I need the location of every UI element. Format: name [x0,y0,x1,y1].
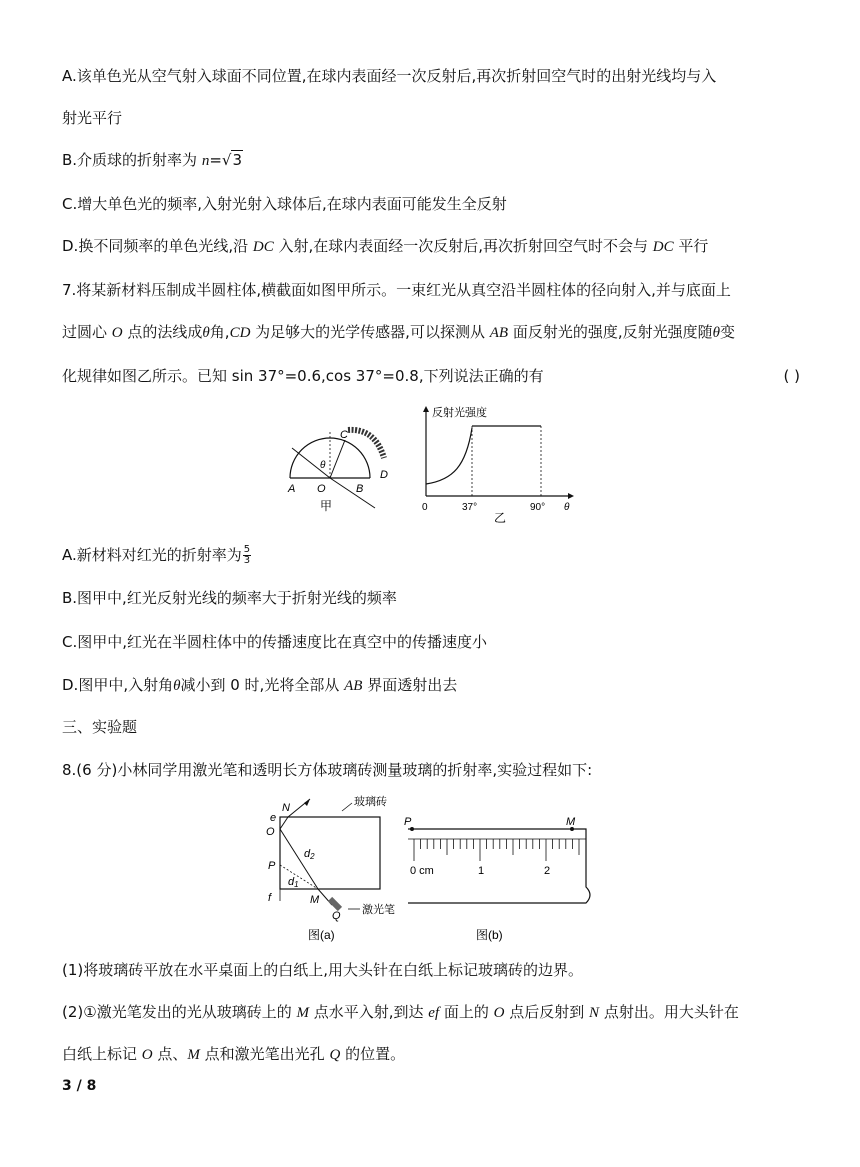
label-a: A [288,483,296,495]
label-o: O [266,826,275,838]
x-axis-var: θ [564,502,570,513]
caption-jia: 甲 [320,499,333,513]
section-heading: 三、实验题 [62,718,138,736]
label-e: e [270,812,277,824]
caption-a: 图(a) [308,928,335,942]
x-axis-arrow [568,493,574,499]
label-c: C [340,429,348,441]
q8-step1: (1)将玻璃砖平放在水平桌面上的白纸上,用大头针在白纸上标记玻璃砖的边界。 [62,961,584,979]
ray-on [280,817,288,829]
q6-option-c: C.增大单色光的频率,入射光射入球体后,在球内表面可能发生全反射 [62,195,507,213]
q6-option-a-line2: 射光平行 [62,109,123,127]
laser-pen [328,897,342,911]
label-q: Q [332,910,341,922]
caption-b: 图(b) [476,928,503,942]
label-p: P [268,860,276,872]
label-p: P [404,816,412,828]
q7-option-b: B.图甲中,红光反射光线的频率大于折射光线的频率 [62,589,397,607]
q7-stem-line2: 过圆心 O 点的法线成θ角,CD 为足够大的光学传感器,可以探测从 AB 面反射光的强度,反射光强度随θ变 [62,323,735,341]
tick-label-0: 0 cm [410,865,434,877]
glass-pointer [342,803,352,811]
x-origin-label: 0 [422,502,428,513]
q8-step2-cont: 白纸上标记 O 点、M 点和激光笔出光孔 Q 的位置。 [62,1045,406,1063]
figure-yi [418,404,578,524]
laser-label: 激光笔 [362,904,395,916]
x-tick-37: 37° [462,502,478,513]
label-m: M [310,894,320,906]
y-axis-label: 反射光强度 [432,407,487,419]
q8-stem: 8.(6 分)小林同学用激光笔和透明长方体玻璃砖测量玻璃的折射率,实验过程如下: [62,761,593,779]
tick-label-1: 1 [478,865,485,877]
figure-b [400,815,610,945]
label-d: D [380,469,388,481]
figure-jia [280,408,410,518]
label-m: M [566,816,576,828]
q7-stem-line3: 化规律如图乙所示。已知 sin 37°=0.6,cos 37°=0.8,下列说法正确的有 ( ) [62,367,800,385]
sqrt-symbol: √3 [221,151,243,169]
label-f: f [268,892,272,904]
intensity-curve [426,428,472,484]
sensor-cd [348,430,384,458]
q6-option-a-line1: A.该单色光从空气射入球面不同位置,在球内表面经一次反射后,再次折射回空气时的出射光线均与入 [62,67,717,85]
ruler-outline [408,829,590,903]
label-d2: d2 [304,848,315,861]
x-tick-90: 90° [530,502,546,513]
arrow-out [304,799,310,806]
page-number: 3 / 8 [62,1078,97,1094]
refracted-ray [330,478,375,508]
label-d1: d1 [288,876,299,889]
dash-pm [280,865,318,889]
q6-option-b: B.介质球的折射率为 n=√3 [62,151,243,169]
q6-option-d: D.换不同频率的单色光线,沿 DC 入射,在球内表面经一次反射后,再次折射回空气时不会与 DC 平行 [62,237,709,255]
q8-step2: (2)①激光笔发出的光从玻璃砖上的 M 点水平入射,到达 ef 面上的 O 点后反射到 N 点射出。用大头针在 [62,1003,739,1021]
answer-paren: ( ) [783,367,800,385]
q7-stem-line1: 7.将某新材料压制成半圆柱体,横截面如图甲所示。一束红光从真空沿半圆柱体的径向射入,并与底面上 [62,281,731,299]
y-axis-arrow [423,406,429,412]
incident-ray [330,440,345,478]
glass-label: 玻璃砖 [354,796,387,808]
q7-option-d: D.图甲中,入射角θ减小到 0 时,光将全部从 AB 界面透射出去 [62,676,458,694]
q7-option-c: C.图甲中,红光在半圆柱体中的传播速度比在真空中的传播速度小 [62,633,488,651]
q7-option-a: A.新材料对红光的折射率为 $\frac{5}{3}$ [62,544,251,566]
figure-a [260,793,420,948]
caption-yi: 乙 [494,511,507,524]
tick-label-2: 2 [544,865,551,877]
label-o: O [317,483,326,495]
label-b: B [356,483,364,495]
label-n: N [282,802,290,814]
label-theta: θ [320,460,326,471]
fraction: $\frac{5}{3}$ [243,544,251,566]
ruler-ticks [408,839,586,861]
